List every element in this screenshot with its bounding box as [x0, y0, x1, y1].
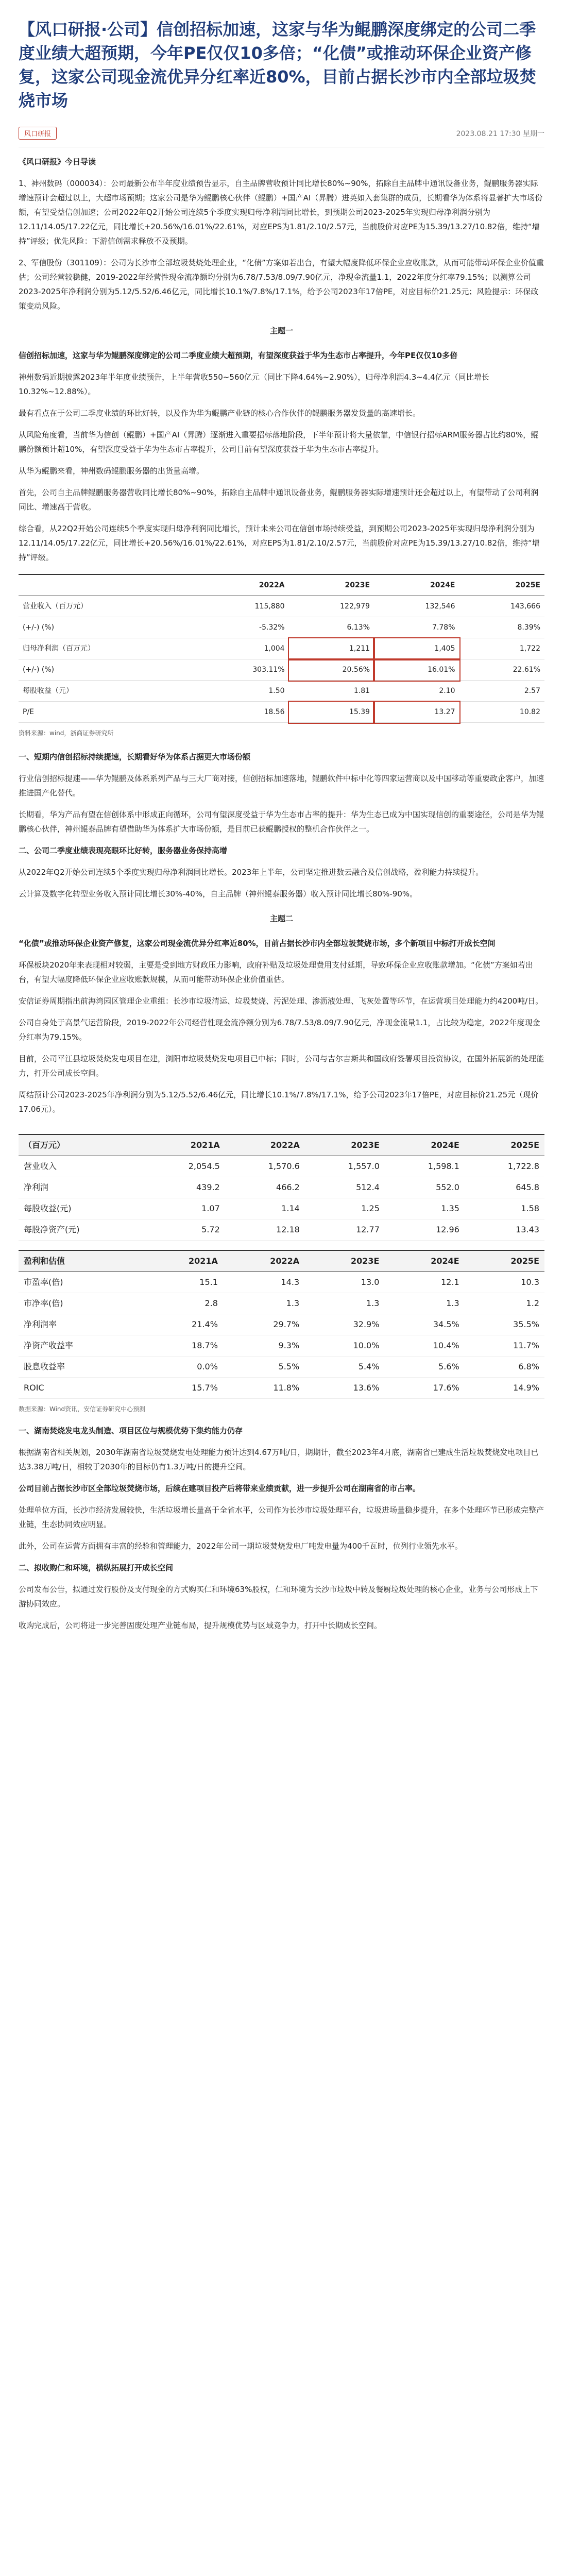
- section1-heading: 主题一: [269, 326, 293, 335]
- table-cell: 466.2: [225, 1177, 305, 1198]
- table-cell: 122,979: [289, 596, 374, 617]
- table-cell: 22.61%: [459, 659, 545, 681]
- section1-para-4: 从华为鲲鹏来看，神州数码鲲鹏服务器的出货量高增。: [19, 466, 204, 476]
- table-cell: 512.4: [305, 1177, 385, 1198]
- table-row: [19, 1219, 544, 1241]
- table-cell: 12.18: [225, 1219, 305, 1241]
- table-row: [19, 1335, 544, 1357]
- table-cell: 5.72: [145, 1219, 225, 1241]
- table-cell: 12.1: [384, 1272, 464, 1293]
- section2-list1-para: 根据湖南省相关规划，2030年湖南省垃圾焚烧发电处理能力预计达到4.67万吨/日，期期计，截至2023年4月底，湖南省已建成生活垃圾焚烧发电项目已达3.38万吨/日，相较于2030年的目标仍有1.3万吨/日的提升空间。: [19, 1448, 539, 1471]
- section2-para-3: 公司自身处于高景气运营阶段，2019-2022年公司经营性现金流净额分别为6.78/7.53/8.09/7.90亿元，净现金流量1.1，占比较为稳定，2022年度现金分红率为79.15%。: [19, 1018, 540, 1042]
- table-cell: 18.56: [198, 702, 288, 723]
- section2-list1-para-3: 处理单位方面，长沙市经济发展较快，生活垃圾增长量高于全省水平，公司作为长沙市垃圾处理平台，垃圾进场量稳步提升，在多个处理环节已形成完整产业链，生态协同效应明显。: [19, 1505, 544, 1529]
- table-cell: 2.10: [374, 681, 459, 702]
- table-cell: 10.4%: [384, 1335, 464, 1357]
- table-header-cell: 盈利和估值: [19, 1250, 142, 1272]
- earnings-table: [19, 574, 544, 723]
- section2-para-5: 周结预计公司2023-2025年净利润分别为5.12/5.52/6.46亿元，同比增长10.1%/7.8%/17.1%，给予公司2023年17倍PE，对应目标价21.25元（现价17.06元）。: [19, 1090, 539, 1114]
- table-cell: 9.3%: [223, 1335, 304, 1357]
- table-header-cell: 2022A: [223, 1250, 304, 1272]
- table-cell: 2.57: [459, 681, 545, 702]
- section2-list2-para: 公司发布公告，拟通过发行股份及支付现金的方式购买仁和环境63%股权，仁和环境为长沙市垃圾中转及餐厨垃圾处理的核心企业，业务与公司形成上下游协同效应。: [19, 1585, 538, 1608]
- section2-heading: 主题二: [269, 914, 293, 923]
- table-cell: 1,004: [198, 638, 288, 659]
- table-cell: 13.0: [304, 1272, 384, 1293]
- table-row: [19, 1378, 544, 1399]
- table-row: [19, 659, 544, 681]
- table-header-cell: 2023E: [289, 574, 374, 596]
- table-cell: 10.82: [459, 702, 545, 723]
- table-header-cell: 2025E: [465, 1134, 544, 1156]
- table-cell: 132,546: [374, 596, 459, 617]
- table-cell: -5.32%: [198, 617, 288, 638]
- table-header-cell: 2022A: [225, 1134, 305, 1156]
- table-cell-highlight: 13.27: [374, 702, 459, 723]
- timestamp: 2023.08.21 17:30 星期一: [456, 129, 544, 138]
- table-cell: 1.14: [225, 1198, 305, 1219]
- table-cell: 10.3: [465, 1272, 544, 1293]
- table-cell: 1.3: [304, 1293, 384, 1314]
- section2-list1-para-2: 公司目前占据长沙市区全部垃圾焚烧市场，后续在建项目投产后将带来业绩贡献，进一步提升公司在湖南省的市占率。: [19, 1484, 421, 1493]
- meta-row: [19, 127, 544, 140]
- table-cell: 29.7%: [223, 1314, 304, 1335]
- table-cell: 11.8%: [223, 1378, 304, 1399]
- table-cell: 12.77: [305, 1219, 385, 1241]
- table-row: [19, 1314, 544, 1335]
- table-cell: (+/-) (%): [19, 617, 198, 638]
- table-row: [19, 1177, 544, 1198]
- table-row: [19, 1156, 544, 1177]
- table-cell: 营业收入（百万元）: [19, 596, 198, 617]
- section1-list1-para: 行业信创招标提速——华为鲲鹏及体系系列产品与三大厂商对接，信创招标加速落地，鲲鹏软件中标中化等四家运营商以及中国移动等重要政企客户，加速推进国产化替代。: [19, 774, 544, 798]
- section2-para-1: 环保板块2020年来表现相对较弱，主要是受到地方财政压力影响，政府补贴及垃圾处理费用支付延期，导致环保企业应收账款增加。“化债”方案如若出台，有望大幅度降低环保企业应收账款规模，从而可能带动环保企业价值重估。: [19, 960, 533, 984]
- table-cell: 17.6%: [384, 1378, 464, 1399]
- table-cell: 552.0: [385, 1177, 465, 1198]
- table-cell: P/E: [19, 702, 198, 723]
- table-cell: 每股净资产(元): [19, 1219, 145, 1241]
- table-cell: 13.43: [465, 1219, 544, 1241]
- table-cell: 115,880: [198, 596, 288, 617]
- table-header-cell: 2025E: [465, 1250, 544, 1272]
- table-cell: 2.8: [142, 1293, 223, 1314]
- table-cell: 每股收益(元): [19, 1198, 145, 1219]
- table-cell: 13.6%: [304, 1378, 384, 1399]
- table-header-cell: 2021A: [145, 1134, 225, 1156]
- table-cell: 0.0%: [142, 1357, 223, 1378]
- table-cell: 10.0%: [304, 1335, 384, 1357]
- table-cell: 1.35: [385, 1198, 465, 1219]
- section2-lead: “化债”或推动环保企业资产修复，这家公司现金流优异分红率近80%，目前占据长沙市内全部垃圾焚烧市场，多个新项目中标打开成长空间: [19, 939, 496, 948]
- table-header-cell: 2024E: [374, 574, 459, 596]
- table-cell: 1.81: [289, 681, 374, 702]
- section1-para-2: 最有看点在于公司二季度业绩的环比好转，以及作为华为鲲鹏产业链的核心合作伙伴的鲲鹏服务器发货量的高速增长。: [19, 409, 421, 418]
- table-cell: 1.58: [465, 1198, 544, 1219]
- table-cell: 7.78%: [374, 617, 459, 638]
- table-header-cell: 2022A: [198, 574, 288, 596]
- table-cell: 净利润: [19, 1177, 145, 1198]
- table-cell: 14.9%: [465, 1378, 544, 1399]
- table-cell: 21.4%: [142, 1314, 223, 1335]
- table-cell-highlight: 16.01%: [374, 659, 459, 681]
- table-row: [19, 617, 544, 638]
- table-cell: 143,666: [459, 596, 545, 617]
- column-tag[interactable]: 风口研报: [19, 127, 57, 140]
- table-row: [19, 1198, 544, 1219]
- table-row: [19, 1293, 544, 1314]
- table-cell: 市净率(倍): [19, 1293, 142, 1314]
- article-title: 【风口研报·公司】信创招标加速，这家与华为鲲鹏深度绑定的公司二季度业绩大超预期，今年PE仅仅10多倍；“化债”或推动环保企业资产修复，这家公司现金流优异分红率近80%，目前占据长沙市内全部垃圾焚烧市场: [19, 20, 536, 110]
- table-cell-highlight: 1,211: [289, 638, 374, 659]
- table-cell: 1,598.1: [385, 1156, 465, 1177]
- forecast-table-2: [19, 1134, 544, 1416]
- table-cell-highlight: 20.56%: [289, 659, 374, 681]
- table-gap: [19, 1241, 544, 1250]
- section2-para-2: 安信证券周期指出前海湾园区管理企业重组：长沙市垃圾清运、垃圾焚烧、污泥处理、渗沥液处理、飞灰处置等环节，在运营项目处理能力约4200吨/日。: [19, 996, 543, 1006]
- table-cell: 2,054.5: [145, 1156, 225, 1177]
- table-cell: 1.2: [465, 1293, 544, 1314]
- section1-lead: 信创招标加速，这家与华为鲲鹏深度绑定的公司二季度业绩大超预期，有望深度获益于华为生态市占率提升，今年PE仅仅10多倍: [19, 351, 458, 360]
- table-header-cell: 2024E: [384, 1250, 464, 1272]
- table-cell: 归母净利润（百万元）: [19, 638, 198, 659]
- table-cell: 股息收益率: [19, 1357, 142, 1378]
- article-body: [0, 155, 563, 1633]
- table-header-cell: 2024E: [385, 1134, 465, 1156]
- section2-list1-heading: 一、湖南焚烧发电龙头制造、项目区位与规模优势下集约能力仍存: [19, 1426, 243, 1435]
- table-cell: 12.96: [385, 1219, 465, 1241]
- table-header-cell: 2023E: [305, 1134, 385, 1156]
- intro-heading: 《风口研报》今日导读: [19, 157, 96, 166]
- table-cell: 6.13%: [289, 617, 374, 638]
- table-cell: 5.6%: [384, 1357, 464, 1378]
- table-cell: 15.1: [142, 1272, 223, 1293]
- table-row: [19, 681, 544, 702]
- table-cell: 1.3: [223, 1293, 304, 1314]
- table-cell: 净利润率: [19, 1314, 142, 1335]
- financials-table: [19, 1134, 544, 1241]
- table-header-cell: （百万元）: [19, 1134, 145, 1156]
- table-cell: 1,722: [459, 638, 545, 659]
- table-source: 数据来源：Wind资讯，安信证券研究中心预测: [19, 1405, 146, 1413]
- section2-para-4: 目前，公司平江县垃圾焚烧发电项目在建，浏阳市垃圾焚烧发电项目已中标；同时，公司与吉尔吉斯共和国政府签署项目投资协议，在国外拓展新的处理能力，打开公司成长空间。: [19, 1054, 544, 1078]
- table-cell: 35.5%: [465, 1314, 544, 1335]
- section1-list1-heading: 一、短期内信创招标持续提速，长期看好华为体系占据更大市场份额: [19, 752, 251, 761]
- section2-list2-heading: 二、拟收购仁和环境，横纵拓展打开成长空间: [19, 1563, 174, 1572]
- table-cell: 净资产收益率: [19, 1335, 142, 1357]
- section1-list2-heading: 二、公司二季度业绩表现亮眼环比好转，服务器业务保持高增: [19, 846, 228, 855]
- table-cell: 1.50: [198, 681, 288, 702]
- table-cell: 18.7%: [142, 1335, 223, 1357]
- table-header-row: [19, 1250, 544, 1272]
- table-header-cell: 2021A: [142, 1250, 223, 1272]
- ratio-table: [19, 1250, 544, 1399]
- table-cell-highlight: 15.39: [289, 702, 374, 723]
- table-source: 资料来源：wind，浙商证券研究所: [19, 730, 114, 737]
- section1-list2-para-2: 云计算及数字化转型业务收入预计同比增长30%-40%，自主品牌（神州鲲泰服务器）收入预计同比增长80%-90%。: [19, 889, 418, 899]
- table-cell: 5.5%: [223, 1357, 304, 1378]
- table-cell: 市盈率(倍): [19, 1272, 142, 1293]
- table-header-cell: 2023E: [304, 1250, 384, 1272]
- table-cell: 8.39%: [459, 617, 545, 638]
- table-cell: 1.3: [384, 1293, 464, 1314]
- table-cell: 6.8%: [465, 1357, 544, 1378]
- section1-para-6: 综合看，从22Q2开始公司连续5个季度实现归母净利润同比增长，预计未来公司在信创市场持续受益，到预期公司2023-2025年实现归母净利润分别为12.11/14.05/17.22亿元，同比增长+20.56%/16.01%/22.61%，对应EPS为1.81/2.10/2.57元，当前股价对应PE为15.39/13.27/10.82倍，维持“增持”评级。: [19, 524, 540, 562]
- section1-para-1: 神州数码近期披露2023年半年度业绩预告，上半年营收550~560亿元（同比下降4.64%~2.90%），归母净利润4.3~4.4亿元（同比增长10.32%~12.88%）。: [19, 372, 489, 396]
- table-cell: 5.4%: [304, 1357, 384, 1378]
- table-cell: 15.7%: [142, 1378, 223, 1399]
- section1-para-5: 首先，公司自主品牌鲲鹏服务器营收同比增长80%~90%，拓除自主品牌中通讯设备业务，鲲鹏服务器实际增速预计还会超过以上，有望带动了公司利润同比、增速高于营收。: [19, 488, 539, 512]
- header: [0, 0, 563, 147]
- table-cell: ROIC: [19, 1378, 142, 1399]
- table-cell: 645.8: [465, 1177, 544, 1198]
- forecast-table-1: [19, 574, 544, 740]
- table-cell: 1.07: [145, 1198, 225, 1219]
- table-cell: 每股收益（元）: [19, 681, 198, 702]
- table-cell: 营业收入: [19, 1156, 145, 1177]
- table-cell: 1,557.0: [305, 1156, 385, 1177]
- table-cell: 11.7%: [465, 1335, 544, 1357]
- table-cell: 14.3: [223, 1272, 304, 1293]
- table-row: [19, 1272, 544, 1293]
- intro-item-1: 1、神州数码（000034）：公司最新公布半年度业绩预告显示，自主品牌营收预计同比增长80%~90%，拓除自主品牌中通讯设备业务，鲲鹏服务器实际增速预计会超过以上，大超市场预期；这家公司是华为鲲鹏核心伙伴（鲲鹏）+国产AI（昇腾）进英如入套集群的成员，长期看华为体系将显著扩大市场份额，有望受益信创加速；公司2022年Q2开始公司连续5个季度实现归母净利润同比增长，到预期公司2023-2025年实现归母净利润分别为12.11/14.05/17.22亿元，同比增长+20.56%/16.01%/22.61%，对应EPS为1.81/2.10/2.57元，当前股价对应PE为15.39/13.27/10.82倍，维持“增持”评级；优先风险：下游信创需求释放不及预期。: [19, 179, 543, 246]
- table-header-cell: 2025E: [459, 574, 545, 596]
- table-header-row: [19, 574, 544, 596]
- section2-list1-para-4: 此外，公司在运营方面拥有丰富的经验和管理能力，2022年公司一期垃圾焚烧发电厂吨发电量为400千瓦时，位列行业领先水平。: [19, 1541, 463, 1551]
- table-cell: 1,722.8: [465, 1156, 544, 1177]
- table-header-row: [19, 1134, 544, 1156]
- table-cell: 1.25: [305, 1198, 385, 1219]
- section1-para-3: 从风险角度看，当前华为信创（鲲鹏）+国产AI（昇腾）逐渐进入重要招标落地阶段，下半年预计将大量依靠，中信银行招标ARM服务器占比约80%，鲲鹏份额预计超10%，有望深度受益于华为生态市占率提升，公司目前有望深度获益于华为生态市占率提升。: [19, 430, 539, 454]
- table-cell: (+/-) (%): [19, 659, 198, 681]
- table-row: [19, 1357, 544, 1378]
- section2-list2-para-2: 收购完成后，公司将进一步完善固废处理产业链布局，提升规模优势与区域竞争力，打开中长期成长空间。: [19, 1621, 382, 1630]
- table-cell-highlight: 1,405: [374, 638, 459, 659]
- section1-list2-para: 从2022年Q2开始公司连续5个季度实现归母净利润同比增长。2023年上半年，公司坚定推进数云融合及信创战略，盈利能力持续提升。: [19, 868, 484, 877]
- section1-list1-para-2: 长期看，华为产品有望在信创体系中形成正向循环，公司有望深度受益于华为生态市占率的提升：华为生态已成为中国实现信创的重要途径，公司是华为鲲鹏核心伙伴，神州鲲泰品牌有望借助华为体系扩大市场份额，是目前已获鲲鹏授权的整机合作伙伴之一。: [19, 810, 544, 834]
- table-cell: 32.9%: [304, 1314, 384, 1335]
- table-header-cell: [19, 574, 198, 596]
- table-cell: 439.2: [145, 1177, 225, 1198]
- table-cell: 1,570.6: [225, 1156, 305, 1177]
- table-row: [19, 596, 544, 617]
- table-row: [19, 638, 544, 659]
- table-row: [19, 702, 544, 723]
- intro-item-2: 2、军信股份（301109）：公司为长沙市全部垃圾焚烧处理企业，“化债”方案如若出台，有望大幅度降低环保企业应收账款，从而可能带动环保企业价值重估；公司经营较稳健，2019-2022年经营性现金流净额均分别为6.78/7.53/8.09/7.90亿元，净现金流量1.1，2022年度分红率79.15%；以测算公司2023-2025年净利润分别为5.12/5.52/6.46亿元，同比增长10.1%/7.8%/17.1%，给予公司2023年17倍PE，对应目标价21.25元；风险提示：环保政策变动风险。: [19, 258, 544, 311]
- table-cell: 303.11%: [198, 659, 288, 681]
- table-cell: 34.5%: [384, 1314, 464, 1335]
